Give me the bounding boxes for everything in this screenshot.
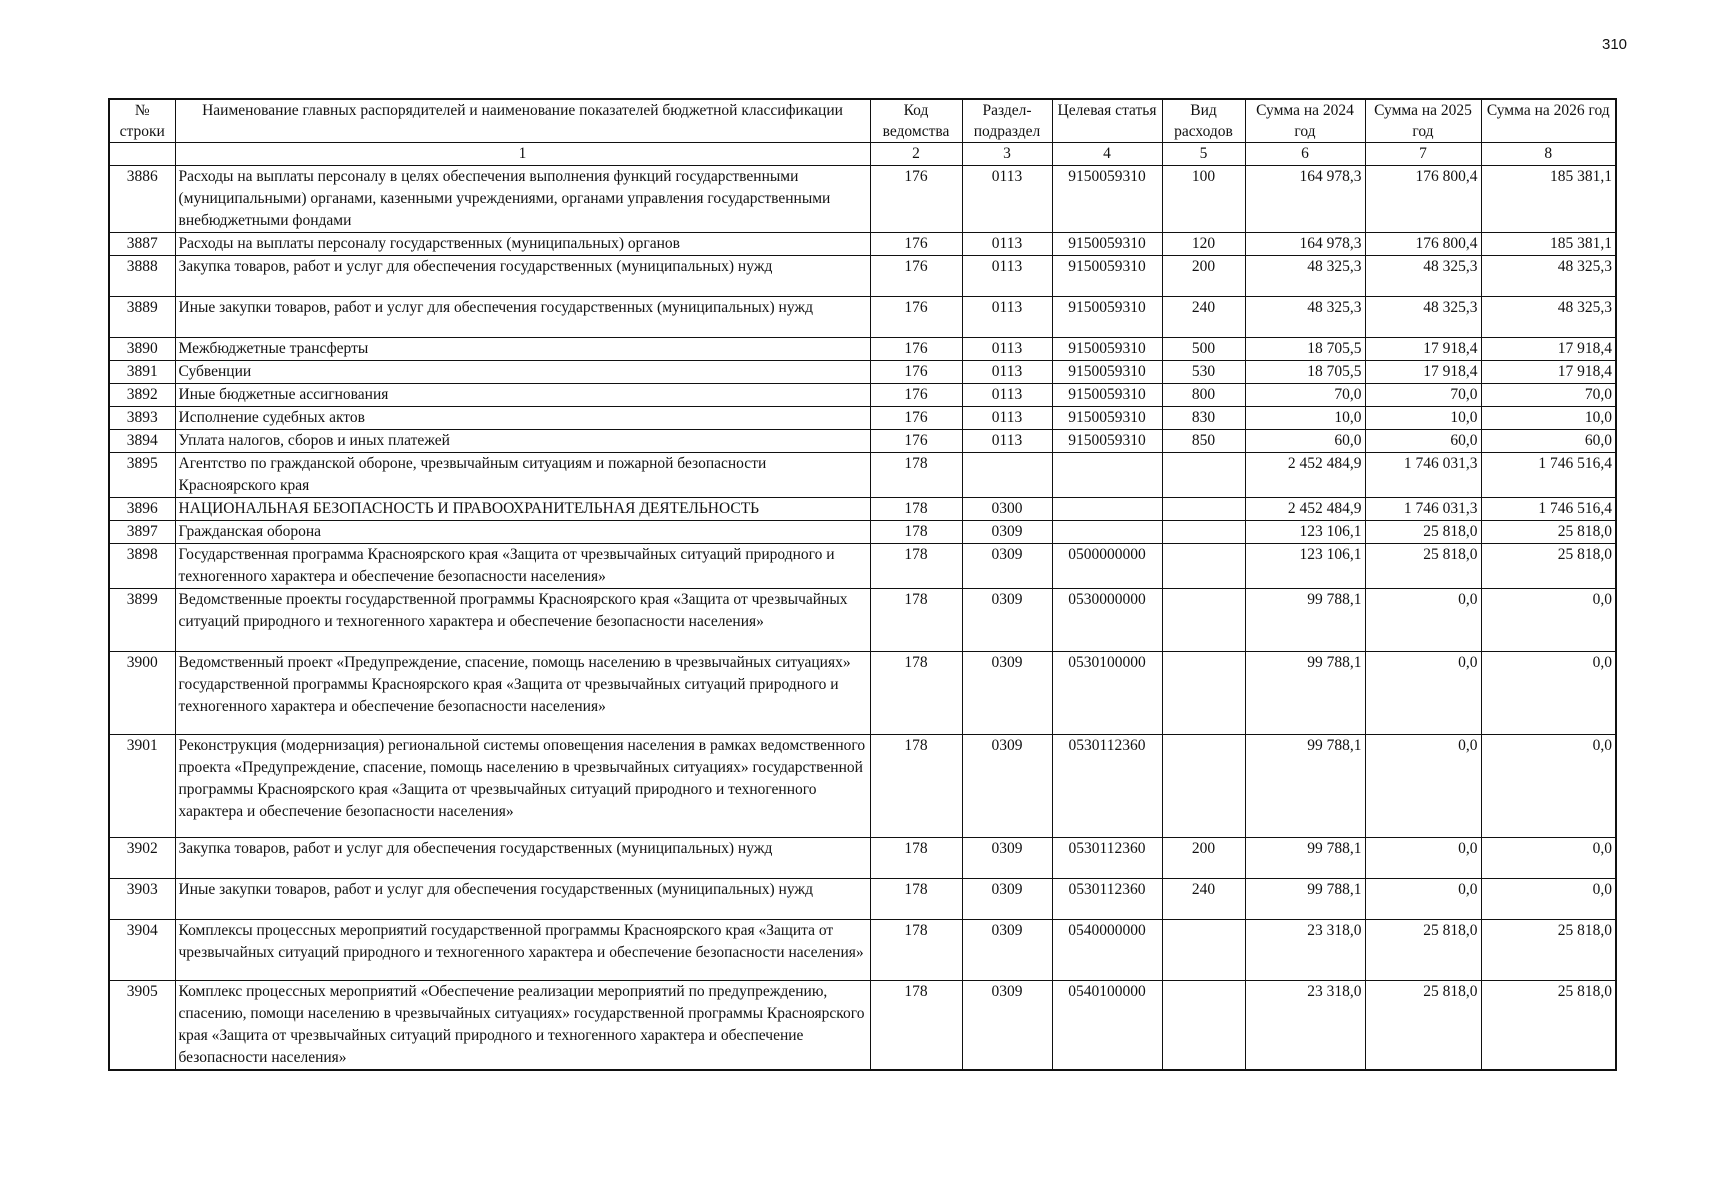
- table-header-row: [109, 99, 1616, 143]
- row-sum-2026: 25 818,0: [1481, 981, 1616, 1071]
- row-dept-code: 178: [870, 498, 962, 521]
- row-sum-2024: 123 106,1: [1245, 521, 1365, 544]
- row-name: Ведомственный проект «Предупреждение, спасение, помощь населению в чрезвычайных ситуациях» государственной программы Красноярского края «Защита от чрезвычайных ситуаций природного и техногенного характера и обеспечение безопасности населения»: [175, 652, 870, 735]
- row-section: 0113: [962, 233, 1052, 256]
- row-sum-2026: 60,0: [1481, 430, 1616, 453]
- budget-table: [108, 98, 1617, 1071]
- row-target: 9150059310: [1052, 297, 1162, 338]
- row-name: Реконструкция (модернизация) региональной системы оповещения населения в рамках ведомственного проекта «Предупреждение, спасение, помощь населению в чрезвычайных ситуациях» государственной программы Красноярского края «Защита от чрезвычайных ситуаций природного и техногенного характера и обеспечение безопасности населения»: [175, 735, 870, 838]
- row-sum-2026: 0,0: [1481, 838, 1616, 879]
- row-target: 9150059310: [1052, 166, 1162, 233]
- row-dept-code: 178: [870, 735, 962, 838]
- row-name: Субвенции: [175, 361, 870, 384]
- row-section: 0309: [962, 521, 1052, 544]
- row-expense-type: [1162, 544, 1245, 589]
- table-row: [109, 297, 1616, 338]
- row-sum-2025: 1 746 031,3: [1365, 498, 1481, 521]
- column-number-row: [109, 143, 1616, 166]
- row-expense-type: [1162, 521, 1245, 544]
- header-name: Наименование главных распорядителей и наименование показателей бюджетной классификации: [175, 99, 870, 143]
- row-sum-2025: 48 325,3: [1365, 256, 1481, 297]
- row-sum-2024: 99 788,1: [1245, 589, 1365, 652]
- row-section: 0309: [962, 589, 1052, 652]
- row-section: 0309: [962, 920, 1052, 981]
- row-name: Расходы на выплаты персоналу в целях обеспечения выполнения функций государственными (муниципальными) органами, казенными учреждениями, органами управления государственными внебюджетными фондами: [175, 166, 870, 233]
- row-section: 0113: [962, 338, 1052, 361]
- row-sum-2026: 48 325,3: [1481, 297, 1616, 338]
- row-number: 3887: [109, 233, 175, 256]
- row-number: 3888: [109, 256, 175, 297]
- row-sum-2025: 25 818,0: [1365, 981, 1481, 1071]
- row-sum-2025: 17 918,4: [1365, 361, 1481, 384]
- row-dept-code: 176: [870, 384, 962, 407]
- row-name: Межбюджетные трансферты: [175, 338, 870, 361]
- row-expense-type: [1162, 453, 1245, 498]
- row-target: 0540100000: [1052, 981, 1162, 1071]
- row-sum-2025: 25 818,0: [1365, 920, 1481, 981]
- row-sum-2024: 164 978,3: [1245, 166, 1365, 233]
- row-sum-2024: 60,0: [1245, 430, 1365, 453]
- table-row: [109, 384, 1616, 407]
- row-sum-2024: 18 705,5: [1245, 361, 1365, 384]
- row-expense-type: 240: [1162, 879, 1245, 920]
- row-sum-2025: 25 818,0: [1365, 544, 1481, 589]
- row-name: Иные закупки товаров, работ и услуг для обеспечения государственных (муниципальных) нужд: [175, 297, 870, 338]
- row-name: Закупка товаров, работ и услуг для обеспечения государственных (муниципальных) нужд: [175, 838, 870, 879]
- row-name: НАЦИОНАЛЬНАЯ БЕЗОПАСНОСТЬ И ПРАВООХРАНИТЕЛЬНАЯ ДЕЯТЕЛЬНОСТЬ: [175, 498, 870, 521]
- header-row-no: № строки: [109, 99, 175, 143]
- row-sum-2025: 0,0: [1365, 838, 1481, 879]
- row-name: Гражданская оборона: [175, 521, 870, 544]
- row-target: 0530000000: [1052, 589, 1162, 652]
- row-target: 9150059310: [1052, 407, 1162, 430]
- row-name: Государственная программа Красноярского края «Защита от чрезвычайных ситуаций природного и техногенного характера и обеспечение безопасности населения»: [175, 544, 870, 589]
- row-sum-2026: 17 918,4: [1481, 338, 1616, 361]
- row-number: 3892: [109, 384, 175, 407]
- column-number: 1: [175, 143, 870, 166]
- row-target: 0530112360: [1052, 879, 1162, 920]
- row-target: 0500000000: [1052, 544, 1162, 589]
- table-row: [109, 498, 1616, 521]
- row-expense-type: 120: [1162, 233, 1245, 256]
- row-dept-code: 178: [870, 521, 962, 544]
- row-number: 3904: [109, 920, 175, 981]
- row-name: Уплата налогов, сборов и иных платежей: [175, 430, 870, 453]
- row-number: 3896: [109, 498, 175, 521]
- row-sum-2024: 99 788,1: [1245, 735, 1365, 838]
- row-sum-2024: 99 788,1: [1245, 652, 1365, 735]
- row-dept-code: 176: [870, 430, 962, 453]
- row-expense-type: 830: [1162, 407, 1245, 430]
- row-dept-code: 178: [870, 589, 962, 652]
- table-row: [109, 521, 1616, 544]
- table-row: [109, 544, 1616, 589]
- row-sum-2025: 0,0: [1365, 652, 1481, 735]
- row-expense-type: [1162, 589, 1245, 652]
- row-sum-2025: 60,0: [1365, 430, 1481, 453]
- row-target: 9150059310: [1052, 338, 1162, 361]
- header-sum-2025: Сумма на 2025 год: [1365, 99, 1481, 143]
- row-number: 3895: [109, 453, 175, 498]
- row-sum-2026: 25 818,0: [1481, 544, 1616, 589]
- row-number: 3890: [109, 338, 175, 361]
- row-expense-type: [1162, 498, 1245, 521]
- row-name: Комплексы процессных мероприятий государственной программы Красноярского края «Защита от чрезвычайных ситуаций природного и техногенного характера и обеспечение безопасности населения»: [175, 920, 870, 981]
- header-expense-type: Вид расходов: [1162, 99, 1245, 143]
- row-section: 0113: [962, 407, 1052, 430]
- column-number: 3: [962, 143, 1052, 166]
- row-number: 3889: [109, 297, 175, 338]
- row-sum-2025: 176 800,4: [1365, 233, 1481, 256]
- row-section: 0300: [962, 498, 1052, 521]
- row-target: 9150059310: [1052, 430, 1162, 453]
- row-number: 3898: [109, 544, 175, 589]
- table-row: [109, 361, 1616, 384]
- row-target: 0530100000: [1052, 652, 1162, 735]
- row-sum-2025: 10,0: [1365, 407, 1481, 430]
- row-number: 3905: [109, 981, 175, 1071]
- row-target: 9150059310: [1052, 384, 1162, 407]
- row-sum-2026: 48 325,3: [1481, 256, 1616, 297]
- row-expense-type: 240: [1162, 297, 1245, 338]
- page-number: 310: [1602, 36, 1628, 53]
- header-section: Раздел-подраздел: [962, 99, 1052, 143]
- row-expense-type: 200: [1162, 838, 1245, 879]
- header-sum-2024: Сумма на 2024 год: [1245, 99, 1365, 143]
- row-sum-2024: 23 318,0: [1245, 920, 1365, 981]
- table-row: [109, 430, 1616, 453]
- table-row: [109, 453, 1616, 498]
- row-target: 0540000000: [1052, 920, 1162, 981]
- row-dept-code: 178: [870, 652, 962, 735]
- row-name: Ведомственные проекты государственной программы Красноярского края «Защита от чрезвычайных ситуаций природного и техногенного характера и обеспечение безопасности населения»: [175, 589, 870, 652]
- row-dept-code: 176: [870, 166, 962, 233]
- row-section: 0309: [962, 981, 1052, 1071]
- row-sum-2026: 185 381,1: [1481, 233, 1616, 256]
- row-sum-2024: 2 452 484,9: [1245, 498, 1365, 521]
- row-dept-code: 178: [870, 838, 962, 879]
- row-expense-type: 100: [1162, 166, 1245, 233]
- column-number: 4: [1052, 143, 1162, 166]
- table-row: [109, 879, 1616, 920]
- row-sum-2024: 123 106,1: [1245, 544, 1365, 589]
- row-name: Комплекс процессных мероприятий «Обеспечение реализации мероприятий по предупреждению, спасению, помощи населению в чрезвычайных ситуациях» государственной программы Красноярского края «Защита от чрезвычайных ситуаций природного и техногенного характера и обеспечение безопасности населения»: [175, 981, 870, 1071]
- row-expense-type: [1162, 920, 1245, 981]
- row-dept-code: 178: [870, 453, 962, 498]
- row-sum-2025: 70,0: [1365, 384, 1481, 407]
- row-number: 3894: [109, 430, 175, 453]
- row-sum-2026: 70,0: [1481, 384, 1616, 407]
- row-sum-2026: 10,0: [1481, 407, 1616, 430]
- row-sum-2025: 0,0: [1365, 589, 1481, 652]
- row-number: 3886: [109, 166, 175, 233]
- row-expense-type: 500: [1162, 338, 1245, 361]
- table-row: [109, 920, 1616, 981]
- table-row: [109, 233, 1616, 256]
- row-sum-2025: 0,0: [1365, 879, 1481, 920]
- row-target: 9150059310: [1052, 233, 1162, 256]
- row-name: Иные закупки товаров, работ и услуг для обеспечения государственных (муниципальных) нужд: [175, 879, 870, 920]
- row-section: [962, 453, 1052, 498]
- row-sum-2024: 10,0: [1245, 407, 1365, 430]
- row-section: 0309: [962, 838, 1052, 879]
- row-sum-2025: 25 818,0: [1365, 521, 1481, 544]
- row-sum-2024: 48 325,3: [1245, 297, 1365, 338]
- row-target: 9150059310: [1052, 361, 1162, 384]
- row-section: 0113: [962, 384, 1052, 407]
- row-section: 0309: [962, 735, 1052, 838]
- row-name: Иные бюджетные ассигнования: [175, 384, 870, 407]
- row-dept-code: 176: [870, 233, 962, 256]
- column-number: 8: [1481, 143, 1616, 166]
- row-sum-2024: 164 978,3: [1245, 233, 1365, 256]
- row-number: 3901: [109, 735, 175, 838]
- table-row: [109, 838, 1616, 879]
- column-number: 2: [870, 143, 962, 166]
- row-section: 0309: [962, 544, 1052, 589]
- table-row: [109, 407, 1616, 430]
- row-target: [1052, 453, 1162, 498]
- row-dept-code: 176: [870, 338, 962, 361]
- row-sum-2026: 185 381,1: [1481, 166, 1616, 233]
- row-number: 3900: [109, 652, 175, 735]
- row-sum-2024: 18 705,5: [1245, 338, 1365, 361]
- row-expense-type: 800: [1162, 384, 1245, 407]
- row-sum-2025: 17 918,4: [1365, 338, 1481, 361]
- row-section: 0309: [962, 879, 1052, 920]
- row-expense-type: 530: [1162, 361, 1245, 384]
- row-dept-code: 178: [870, 981, 962, 1071]
- row-sum-2025: 0,0: [1365, 735, 1481, 838]
- row-section: 0113: [962, 166, 1052, 233]
- row-sum-2026: 17 918,4: [1481, 361, 1616, 384]
- row-dept-code: 178: [870, 920, 962, 981]
- row-dept-code: 176: [870, 297, 962, 338]
- row-expense-type: 200: [1162, 256, 1245, 297]
- row-number: 3891: [109, 361, 175, 384]
- table-row: [109, 652, 1616, 735]
- table-row: [109, 981, 1616, 1071]
- row-number: 3897: [109, 521, 175, 544]
- row-section: 0113: [962, 256, 1052, 297]
- row-sum-2024: 99 788,1: [1245, 838, 1365, 879]
- row-name: Закупка товаров, работ и услуг для обеспечения государственных (муниципальных) нужд: [175, 256, 870, 297]
- row-sum-2025: 1 746 031,3: [1365, 453, 1481, 498]
- row-target: [1052, 521, 1162, 544]
- row-sum-2024: 2 452 484,9: [1245, 453, 1365, 498]
- row-expense-type: [1162, 735, 1245, 838]
- row-name: Расходы на выплаты персоналу государственных (муниципальных) органов: [175, 233, 870, 256]
- row-name: Исполнение судебных актов: [175, 407, 870, 430]
- row-sum-2024: 70,0: [1245, 384, 1365, 407]
- row-expense-type: [1162, 652, 1245, 735]
- row-sum-2026: 1 746 516,4: [1481, 498, 1616, 521]
- header-dept-code: Код ведомства: [870, 99, 962, 143]
- column-number: 6: [1245, 143, 1365, 166]
- row-name: Агентство по гражданской обороне, чрезвычайным ситуациям и пожарной безопасности Красноярского края: [175, 453, 870, 498]
- row-section: 0309: [962, 652, 1052, 735]
- row-number: 3899: [109, 589, 175, 652]
- row-number: 3902: [109, 838, 175, 879]
- row-sum-2024: 48 325,3: [1245, 256, 1365, 297]
- row-target: 9150059310: [1052, 256, 1162, 297]
- row-dept-code: 178: [870, 879, 962, 920]
- header-target: Целевая статья: [1052, 99, 1162, 143]
- row-target: [1052, 498, 1162, 521]
- header-sum-2026: Сумма на 2026 год: [1481, 99, 1616, 143]
- row-section: 0113: [962, 361, 1052, 384]
- row-sum-2025: 176 800,4: [1365, 166, 1481, 233]
- row-dept-code: 176: [870, 361, 962, 384]
- row-sum-2026: 0,0: [1481, 735, 1616, 838]
- row-sum-2026: 0,0: [1481, 652, 1616, 735]
- table-row: [109, 589, 1616, 652]
- row-sum-2024: 23 318,0: [1245, 981, 1365, 1071]
- row-number: 3893: [109, 407, 175, 430]
- table-row: [109, 166, 1616, 233]
- row-expense-type: 850: [1162, 430, 1245, 453]
- row-target: 0530112360: [1052, 838, 1162, 879]
- row-sum-2026: 0,0: [1481, 589, 1616, 652]
- row-section: 0113: [962, 430, 1052, 453]
- row-expense-type: [1162, 981, 1245, 1071]
- row-sum-2026: 1 746 516,4: [1481, 453, 1616, 498]
- column-number: 7: [1365, 143, 1481, 166]
- row-dept-code: 176: [870, 256, 962, 297]
- row-number: 3903: [109, 879, 175, 920]
- column-number: 5: [1162, 143, 1245, 166]
- row-sum-2026: 0,0: [1481, 879, 1616, 920]
- row-dept-code: 176: [870, 407, 962, 430]
- row-dept-code: 178: [870, 544, 962, 589]
- row-sum-2026: 25 818,0: [1481, 920, 1616, 981]
- row-sum-2025: 48 325,3: [1365, 297, 1481, 338]
- row-target: 0530112360: [1052, 735, 1162, 838]
- table-row: [109, 338, 1616, 361]
- column-number: [109, 143, 175, 166]
- row-sum-2024: 99 788,1: [1245, 879, 1365, 920]
- row-sum-2026: 25 818,0: [1481, 521, 1616, 544]
- table-row: [109, 256, 1616, 297]
- row-section: 0113: [962, 297, 1052, 338]
- table-row: [109, 735, 1616, 838]
